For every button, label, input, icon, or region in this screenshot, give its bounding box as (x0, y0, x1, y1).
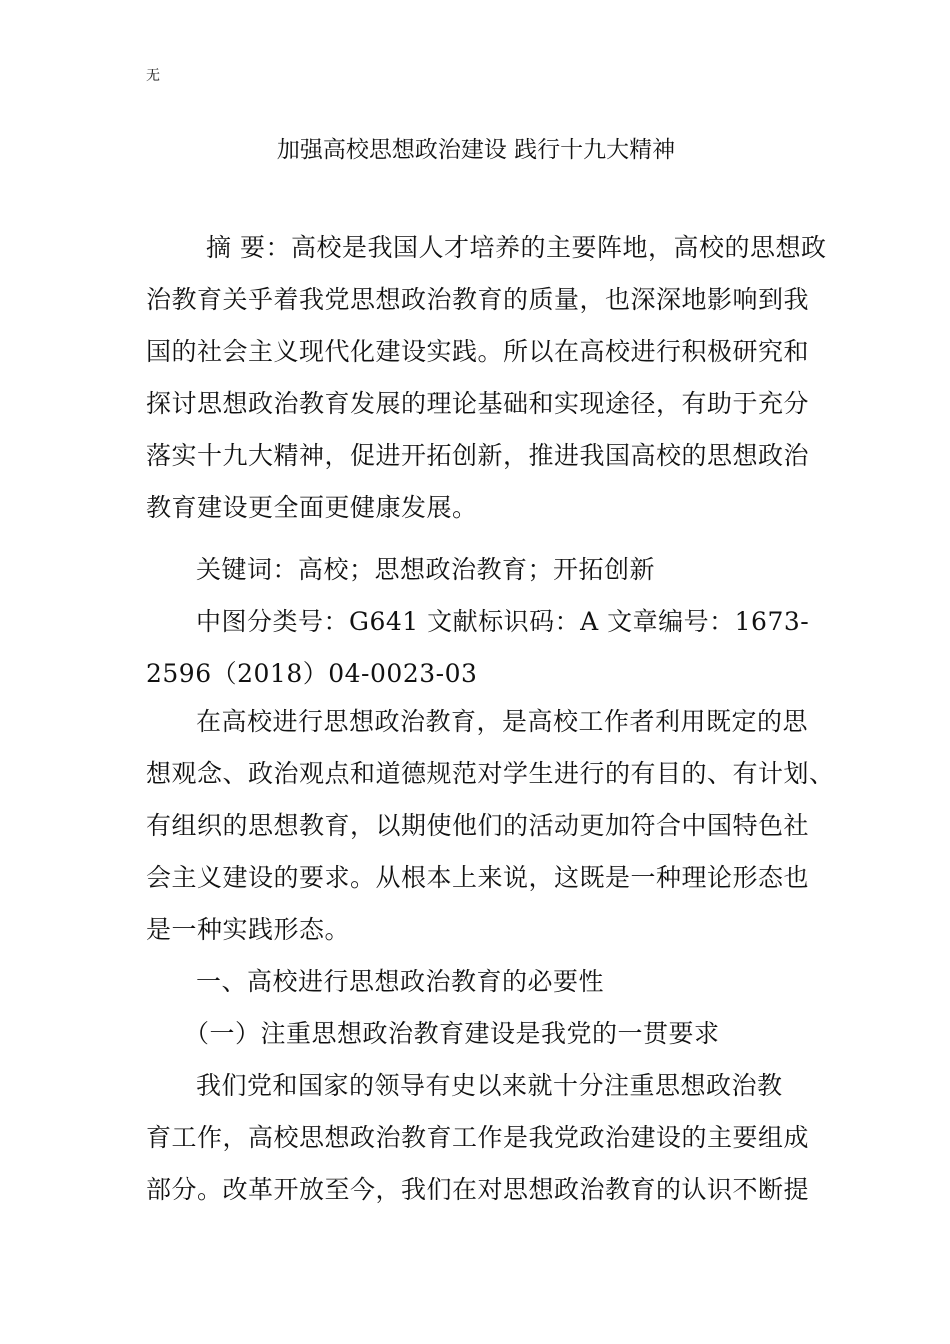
section-heading: 一、高校进行思想政治教育的必要性 (196, 967, 605, 996)
subsection-heading: （一）注重思想政治教育建设是我党的一贯要求 (184, 1019, 720, 1048)
abstract-line: 国的社会主义现代化建设实践。所以在高校进行积极研究和 (146, 337, 810, 366)
intro-line: 是一种实践形态。 (146, 915, 351, 944)
abstract-line: 探讨思想政治教育发展的理论基础和实现途径，有助于充分 (146, 389, 810, 418)
abstract-line: 教育建设更全面更健康发展。 (146, 493, 478, 522)
document-title: 加强高校思想政治建设 践行十九大精神 (276, 137, 676, 163)
abstract-paragraph (146, 222, 827, 534)
main-body (146, 696, 835, 1216)
intro-line: 在高校进行思想政治教育，是高校工作者利用既定的思 (196, 707, 809, 736)
classification-line: 中图分类号：G641 文献标识码：A 文章编号：1673- (196, 607, 810, 636)
abstract-line: 落实十九大精神，促进开拓创新，推进我国高校的思想政治 (146, 441, 810, 470)
header-mark: 无 (146, 68, 160, 84)
abstract-line: 摘 要：高校是我国人才培养的主要阵地，高校的思想政 (206, 233, 827, 262)
intro-line: 有组织的思想教育，以期使他们的活动更加符合中国特色社 (146, 811, 810, 840)
intro-line: 会主义建设的要求。从根本上来说，这既是一种理论形态也 (146, 863, 810, 892)
metadata-block (146, 544, 810, 700)
paragraph-line: 我们党和国家的领导有史以来就十分注重思想政治教 (196, 1071, 783, 1100)
abstract-line: 治教育关乎着我党思想政治教育的质量，也深深地影响到我 (146, 285, 810, 314)
keywords-line: 关键词：高校；思想政治教育；开拓创新 (196, 555, 656, 584)
article-number-line: 2596（2018）04-0023-03 (146, 659, 478, 688)
paragraph-line: 育工作，高校思想政治教育工作是我党政治建设的主要组成 (146, 1123, 810, 1152)
intro-line: 想观念、政治观点和道德规范对学生进行的有目的、有计划、 (146, 759, 835, 788)
paragraph-line: 部分。改革开放至今，我们在对思想政治教育的认识不断提 (146, 1175, 810, 1204)
